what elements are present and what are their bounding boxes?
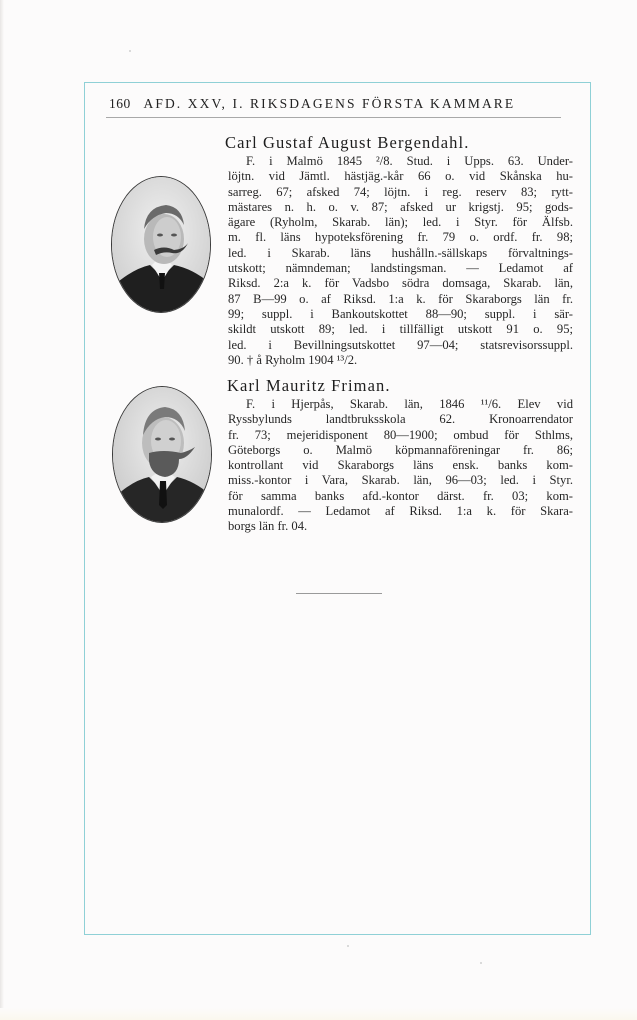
- bio-line: munalordf. — Ledamot af Riksd. 1:a k. för Skara-: [228, 504, 573, 519]
- bio-line: sarreg. 67; afsked 74; löjtn. i reg. reserv 83; rytt-: [228, 184, 573, 199]
- portrait-man-mustache-icon: [112, 177, 211, 313]
- bio-line: kontrollant vid Skaraborgs läns ensk. banks kom-: [228, 458, 573, 473]
- page-number: 160: [109, 96, 131, 111]
- paper-speck: [480, 962, 482, 964]
- running-header: [109, 96, 562, 116]
- bio-friman: [228, 397, 573, 535]
- bio-line: mästares n. h. o. v. 87; afsked ur krigstj. 95; gods-: [228, 199, 573, 214]
- bio-line: F. i Hjerpås, Skarab. län, 1846 ¹¹/6. Elev vid: [246, 397, 573, 411]
- bio-line: fr. 73; mejeridisponent 80—1900; ombud för Sthlms,: [228, 427, 573, 442]
- bio-line: miss.-kontor i Vara, Skarab. län, 96—03; led. i Styr.: [228, 473, 573, 488]
- bio-line: led. i Skarab. läns hushålln.-sällskaps förvaltnings-: [228, 245, 573, 260]
- portrait-photo-bergendahl: [111, 176, 211, 313]
- bio-line: Riksd. 2:a k. för Vadsbo södra domsaga, Skarab. län,: [228, 276, 573, 291]
- bio-line: Ryssbylunds landtbruksskola 62. Kronoarrendator: [228, 412, 573, 427]
- paper-speck: [129, 50, 131, 52]
- page-edge-shadow: [0, 0, 4, 1020]
- bio-line: för samma banks afd.-kontor därst. fr. 03; kom-: [228, 488, 573, 503]
- bio-line: löjtn. vid Jämtl. hästjäg.-kår 66 o. vid Skånska hu-: [228, 169, 573, 184]
- bio-line: led. i Bevillningsutskottet 97—04; statsrevisorssuppl.: [228, 337, 573, 352]
- paper-speck: [347, 945, 349, 947]
- paper-bottom-tint: [0, 1008, 637, 1020]
- bio-line: Göteborgs o. Malmö köpmannaföreningar fr. 86;: [228, 442, 573, 457]
- entry-name-bergendahl: Carl Gustaf August Bergendahl.: [225, 133, 470, 152]
- section-separator-rule: [296, 593, 382, 594]
- running-title: AFD. XXV, I. RIKSDAGENS FÖRSTA KAMMARE: [143, 96, 516, 111]
- bio-line: F. i Malmö 1845 ²/8. Stud. i Upps. 63. Under-: [246, 154, 573, 168]
- header-rule: [106, 117, 561, 118]
- portrait-photo-friman: [112, 386, 212, 523]
- bio-line: 90. † å Ryholm 1904 ¹³/2.: [228, 352, 358, 367]
- bio-line: borgs län fr. 04.: [228, 519, 308, 534]
- bio-line: 99; suppl. i Bankoutskottet 88—90; suppl. i sär-: [228, 306, 573, 321]
- bio-line: utskott; nämndeman; landstingsman. — Ledamot af: [228, 261, 573, 276]
- bio-line: ägare (Ryholm, Skarab. län); led. i Styr. för Älfsb.: [228, 215, 573, 230]
- bio-bergendahl: [228, 154, 573, 368]
- bio-line: skildt utskott 89; led. i tillfälligt utskott 91 o. 95;: [228, 322, 573, 337]
- entry-name-friman: Karl Mauritz Friman.: [227, 376, 391, 395]
- bio-line: 87 B—99 o. af Riksd. 1:a k. för Skaraborgs län fr.: [228, 291, 573, 306]
- bio-line: m. fl. läns hypoteksförening fr. 79 o. ordf. fr. 98;: [228, 230, 573, 245]
- portrait-man-beard-icon: [113, 387, 212, 523]
